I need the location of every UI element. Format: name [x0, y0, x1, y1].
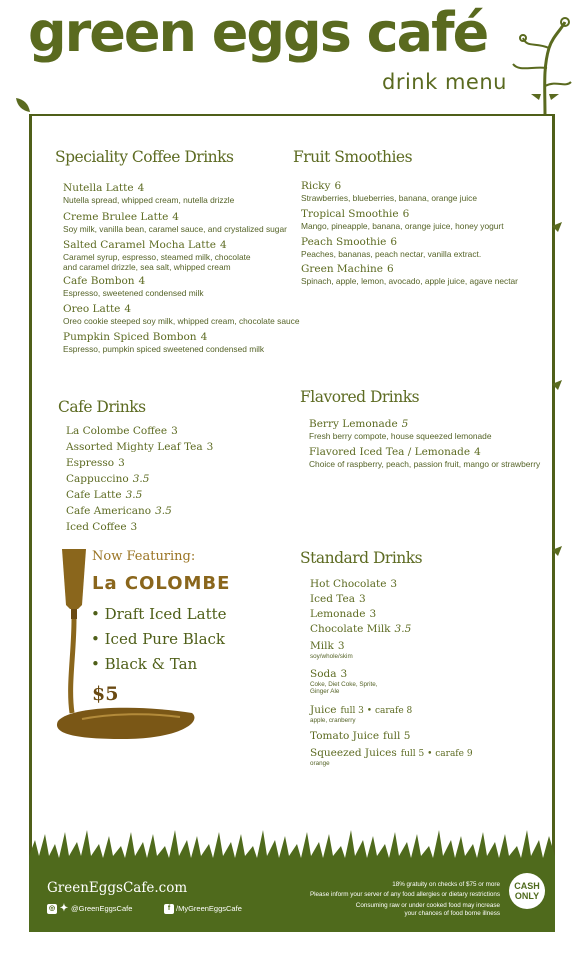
item-price: 3 — [206, 441, 214, 453]
item-price: full 5 • carafe 9 — [400, 749, 473, 759]
list-item — [310, 662, 378, 695]
footer-note: Consuming raw or under cooked food may increase — [355, 902, 500, 909]
item-price: 3.5 — [132, 473, 150, 485]
footer-note: Please inform your server of any food allergies or dietary restrictions — [309, 891, 500, 898]
section-title-smoothies: Fruit Smoothies — [293, 148, 413, 166]
item-name: Green Machine — [301, 263, 383, 275]
list-item — [66, 515, 137, 534]
item-name: Tropical Smoothie — [301, 208, 399, 220]
item-name: Berry Lemonade — [309, 418, 398, 430]
cash-only-badge — [509, 873, 545, 909]
item-name: Squeezed Juices — [310, 747, 397, 759]
item-price: 4 — [219, 239, 227, 251]
item-name: Nutella Latte — [63, 182, 134, 194]
item-desc: Oreo cookie steeped soy milk, whipped cream, chocolate sauce — [63, 316, 300, 326]
side-leaves-icon — [550, 220, 566, 640]
section-title-cafe: Cafe Drinks — [58, 398, 146, 416]
item-price: 6 — [390, 236, 398, 248]
item-price: 6 — [402, 208, 410, 220]
item-desc: Spinach, apple, lemon, avocado, apple juice, agave nectar — [301, 276, 518, 286]
feature-item: • Iced Pure Black — [91, 630, 226, 648]
item-name: Cafe Latte — [66, 489, 122, 501]
list-item — [310, 741, 473, 767]
item-price: 3 — [118, 457, 125, 469]
item-note: Ginger Ale — [310, 688, 340, 696]
item-name: Hot Chocolate — [310, 578, 387, 590]
badge-line: ONLY — [514, 891, 540, 901]
item-desc: Mango, pineapple, banana, orange juice, honey yogurt — [301, 221, 504, 231]
item-name: Lemonade — [310, 608, 366, 620]
item-desc: Soy milk, vanilla bean, caramel sauce, and crystalized sugar — [63, 224, 287, 234]
feature-item: • Draft Iced Latte — [91, 605, 227, 623]
footer-note: your chances of food borne illness — [404, 910, 500, 917]
social-instagram-twitter[interactable] — [47, 904, 132, 914]
item-price: 4 — [124, 303, 132, 315]
item-price: 4 — [137, 182, 145, 194]
list-item — [63, 233, 251, 272]
item-desc: and caramel drizzle, sea salt, whipped cream — [63, 262, 231, 273]
item-price: full 3 • carafe 8 — [340, 706, 413, 716]
list-item — [310, 698, 412, 724]
item-price: 3 — [171, 425, 178, 437]
item-name: Milk — [310, 640, 334, 652]
list-item — [63, 269, 204, 298]
item-price: 5 — [401, 418, 409, 430]
section-title-standard: Standard Drinks — [300, 549, 423, 567]
item-name: Soda — [310, 668, 337, 680]
item-price: 3.5 — [394, 623, 412, 635]
item-name: Pumpkin Spiced Bombon — [63, 331, 197, 343]
list-item — [63, 205, 287, 234]
item-name: Tomato Juice — [310, 730, 380, 742]
item-desc: Peaches, bananas, peach nectar, vanilla extract. — [301, 249, 482, 259]
item-name: Peach Smoothie — [301, 236, 387, 248]
list-item — [310, 634, 353, 660]
section-title-specialty: Speciality Coffee Drinks — [55, 148, 234, 166]
item-price: 3 — [390, 578, 398, 590]
item-price: full 5 — [383, 730, 411, 742]
website-link[interactable]: GreenEggsCafe.com — [47, 880, 188, 896]
item-price: 6 — [386, 263, 394, 275]
list-item — [63, 325, 264, 354]
item-price: 4 — [474, 446, 481, 458]
item-name: Cafe Americano — [66, 505, 152, 517]
facebook-handle: /MyGreenEggsCafe — [176, 904, 242, 913]
leaf-icon — [14, 96, 34, 116]
feature-price: $5 — [92, 683, 119, 705]
item-name: Cappuccino — [66, 473, 129, 485]
vine-ornament-icon — [505, 8, 575, 118]
item-price: 3 — [369, 608, 377, 620]
la-colombe-logo: La COLOMBE — [92, 573, 231, 594]
item-name: Oreo Latte — [63, 303, 121, 315]
item-note: orange — [310, 760, 330, 767]
item-price: 3 — [358, 593, 366, 605]
item-name: Assorted Mighty Leaf Tea — [66, 441, 203, 453]
footer-note: 18% gratuity on checks of $75 or more — [392, 881, 500, 888]
item-name: Cafe Bombon — [63, 275, 135, 287]
item-name: Juice — [310, 704, 337, 716]
social-handle: @GreenEggsCafe — [71, 904, 133, 913]
item-note: apple, cranberry — [310, 717, 356, 724]
section-title-flavored: Flavored Drinks — [300, 388, 420, 406]
brand-logo-text: green eggs café — [28, 1, 488, 64]
item-price: 4 — [138, 275, 146, 287]
item-price: 6 — [334, 180, 342, 192]
item-price: 3.5 — [125, 489, 143, 501]
item-desc: Strawberries, blueberries, banana, orange juice — [301, 193, 477, 203]
item-desc: Fresh berry compote, house squeezed lemonade — [309, 431, 492, 441]
item-price: 3 — [130, 521, 138, 533]
item-desc: Espresso, sweetened condensed milk — [63, 288, 204, 298]
item-price: 4 — [172, 211, 179, 223]
list-item — [301, 202, 504, 231]
item-name: Salted Caramel Mocha Latte — [63, 239, 216, 251]
social-facebook[interactable] — [164, 904, 242, 914]
item-desc: Espresso, pumpkin spiced sweetened condensed milk — [63, 344, 265, 354]
item-name: La Colombe Coffee — [66, 425, 168, 437]
list-item — [301, 257, 518, 286]
item-desc: Nutella spread, whipped cream, nutella drizzle — [63, 195, 235, 205]
item-price: 3 — [337, 640, 345, 652]
badge-line: CASH — [514, 881, 540, 891]
twitter-icon: ✦ — [59, 903, 69, 915]
item-name: Ricky — [301, 180, 331, 192]
item-desc: Choice of raspberry, peach, passion fruit, mango or strawberry — [309, 459, 541, 469]
item-name: Espresso — [66, 457, 115, 469]
item-price: 3.5 — [155, 505, 172, 517]
item-desc: Caramel syrup, espresso, steamed milk, chocolate — [63, 252, 251, 262]
item-name: Creme Brulee Latte — [63, 211, 169, 223]
item-name: Chocolate Milk — [310, 623, 391, 635]
instagram-icon: ◎ — [48, 905, 56, 913]
item-price: 4 — [200, 331, 208, 343]
feature-heading: Now Featuring: — [92, 549, 196, 564]
list-item — [301, 230, 481, 259]
item-note: soy/whole/skim — [310, 653, 353, 660]
item-price: 3 — [340, 668, 348, 680]
feature-item: • Black & Tan — [91, 655, 198, 673]
item-name: Iced Coffee — [66, 521, 127, 533]
grass-decoration-icon — [29, 826, 555, 866]
list-item — [309, 440, 540, 469]
list-item — [63, 297, 299, 326]
menu-subtitle: drink menu — [382, 70, 507, 94]
list-item — [63, 176, 234, 205]
list-item — [301, 174, 477, 203]
list-item — [309, 412, 492, 441]
facebook-icon: f — [164, 904, 174, 914]
item-name: Flavored Iced Tea / Lemonade — [309, 446, 471, 458]
item-note: Coke, Diet Coke, Sprite, — [310, 681, 378, 688]
item-name: Iced Tea — [310, 593, 355, 605]
